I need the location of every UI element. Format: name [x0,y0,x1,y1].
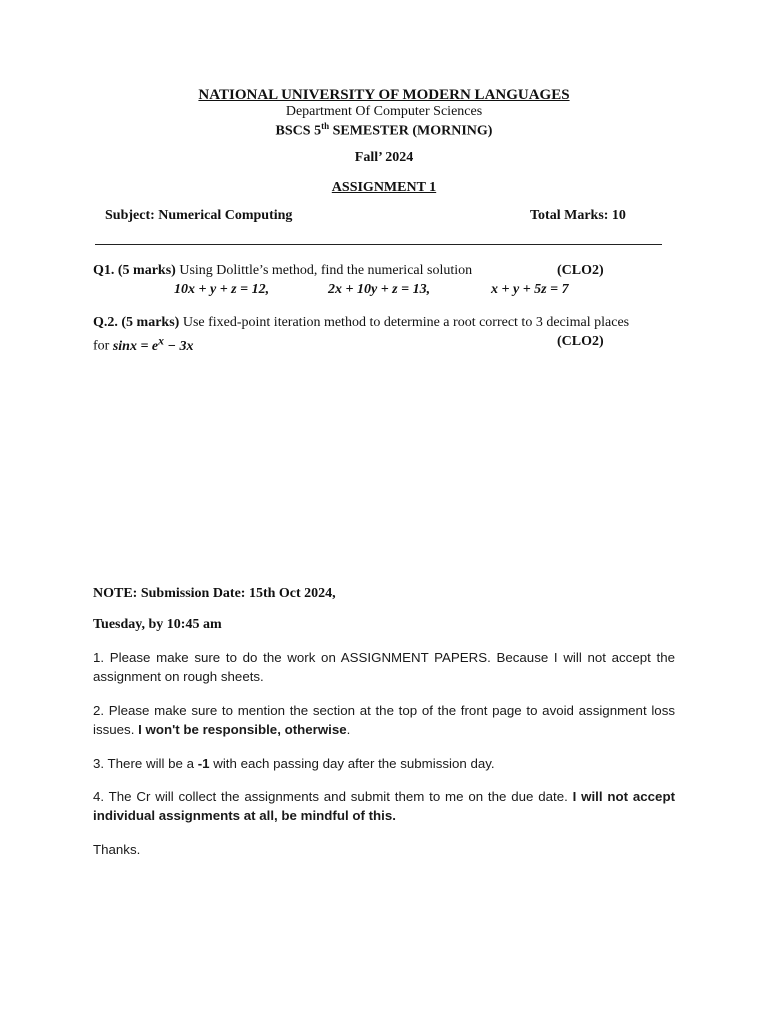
q2-clo: (CLO2) [557,334,604,349]
question-2: Q.2. (5 marks) Use fixed-point iteration method to determine a root correct to 3 decimal places [93,315,630,330]
instruction-3: 3. There will be a -1 with each passing day after the submission day. [93,756,495,771]
total-marks-label: Total Marks: 10 [530,208,626,223]
program-semester: BSCS 5th SEMESTER (MORNING) [275,121,493,139]
q1-equation-1: 10x + y + z = 12, [174,282,270,297]
thanks-text: Thanks. [93,842,141,857]
university-title: NATIONAL UNIVERSITY OF MODERN LANGUAGES [198,87,570,103]
instruction-4: 4. The Cr will collect the assignments and submit them to me on the due date. I will not accept individual assignments at all, be mindful of this. [93,789,675,823]
submission-note: NOTE: Submission Date: 15th Oct 2024, [93,586,336,601]
q1-equation-3: x + y + 5z = 7 [491,282,569,297]
instruction-1: 1. Please make sure to do the work on ASSIGNMENT PAPERS. Because I will not accept the assignment on rough sheets. [93,650,675,684]
q1-equation-2: 2x + 10y + z = 13, [328,282,431,297]
assignment-title: ASSIGNMENT 1 [331,180,437,195]
term-label: Fall’ 2024 [354,150,414,165]
q1-clo: (CLO2) [557,263,604,278]
instruction-2: 2. Please make sure to mention the section at the top of the front page to avoid assignment loss issues. I won't be responsible, otherwise. [93,703,675,737]
question-2-equation: for $\sin x = e^x - 3x$ [93,334,194,354]
header-divider [95,244,662,245]
subject-label: Subject: Numerical Computing [105,208,293,223]
submission-time: Tuesday, by 10:45 am [93,617,222,632]
department-name: Department Of Computer Sciences [285,104,483,119]
question-1: Q1. (5 marks) Using Dolittle’s method, find the numerical solution [93,263,473,278]
